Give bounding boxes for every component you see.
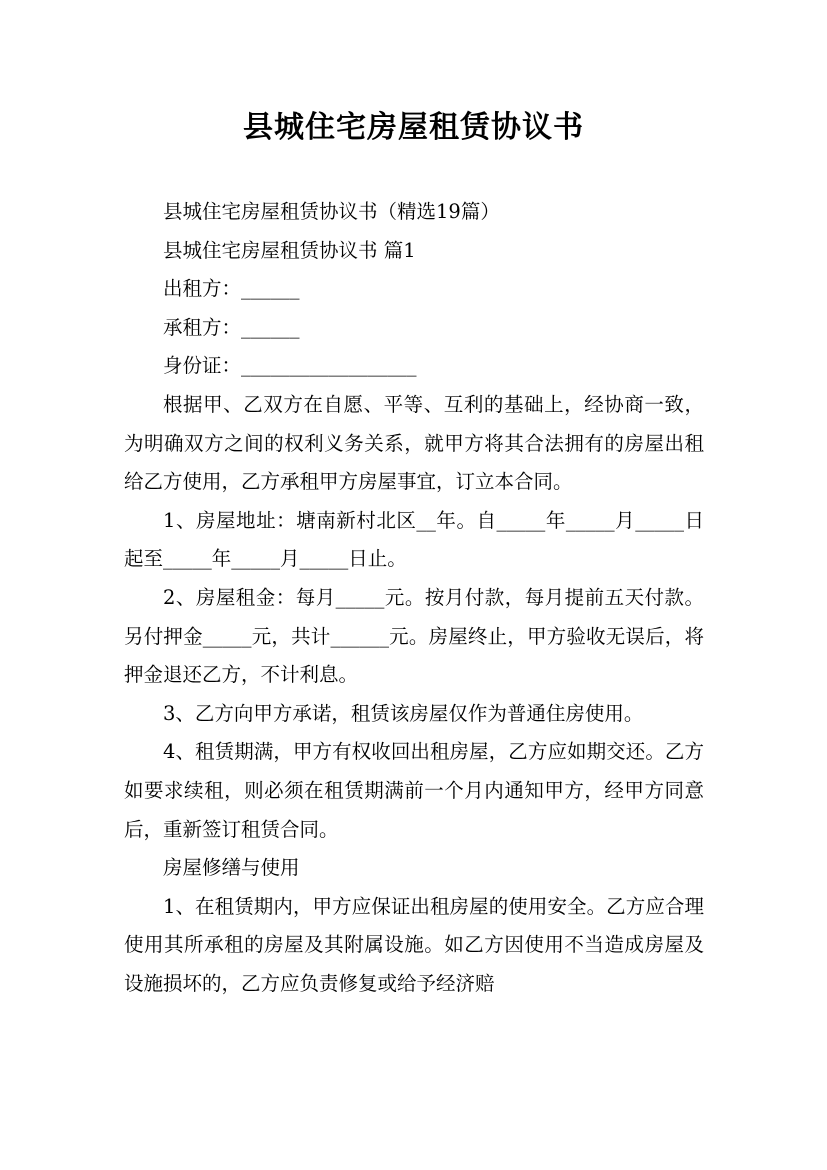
preamble-paragraph: 根据甲、乙双方在自愿、平等、互利的基础上，经协商一致，为明确双方之间的权利义务关系，就甲方将其合法拥有的房屋出租给乙方使用，乙方承租甲方房屋事宜，订立本合同。 xyxy=(124,392,704,494)
subtitle-paragraph: 县城住宅房屋租赁协议书（精选19篇） xyxy=(163,200,500,223)
clause-expiry: 4、租赁期满，甲方有权收回出租房屋，乙方应如期交还。乙方如要求续租，则必须在租赁期满前一个月内通知甲方，经甲方同意后，重新签订租赁合同。 xyxy=(124,740,704,841)
lessor-field: 出租方：______ xyxy=(163,277,300,301)
document-body xyxy=(124,193,704,1003)
lessee-field: 承租方：______ xyxy=(163,315,300,339)
clause-rent: 2、房屋租金：每月_____元。按月付款，每月提前五天付款。另付押金_____元，共计______元。房屋终止，甲方验收无误后，将押金退还乙方，不计利息。 xyxy=(124,585,704,687)
section-heading: 县城住宅房屋租赁协议书 篇1 xyxy=(163,238,416,262)
clause-address: 1、房屋地址：塘南新村北区__年。自_____年_____月_____日起至_____年_____月_____日止。 xyxy=(124,508,704,571)
clause-usage: 3、乙方向甲方承诺，租赁该房屋仅作为普通住房使用。 xyxy=(163,701,644,725)
document-title: 县城住宅房屋租赁协议书 xyxy=(243,110,584,145)
id-number-field: 身份证：__________________ xyxy=(163,354,417,378)
clause-repair-1: 1、在租赁期内，甲方应保证出租房屋的使用安全。乙方应合理使用其所承租的房屋及其附属设施。如乙方因使用不当造成房屋及设施损坏的，乙方应负责修复或给予经济赔 xyxy=(124,894,704,995)
section-heading-repair: 房屋修缮与使用 xyxy=(163,856,300,880)
